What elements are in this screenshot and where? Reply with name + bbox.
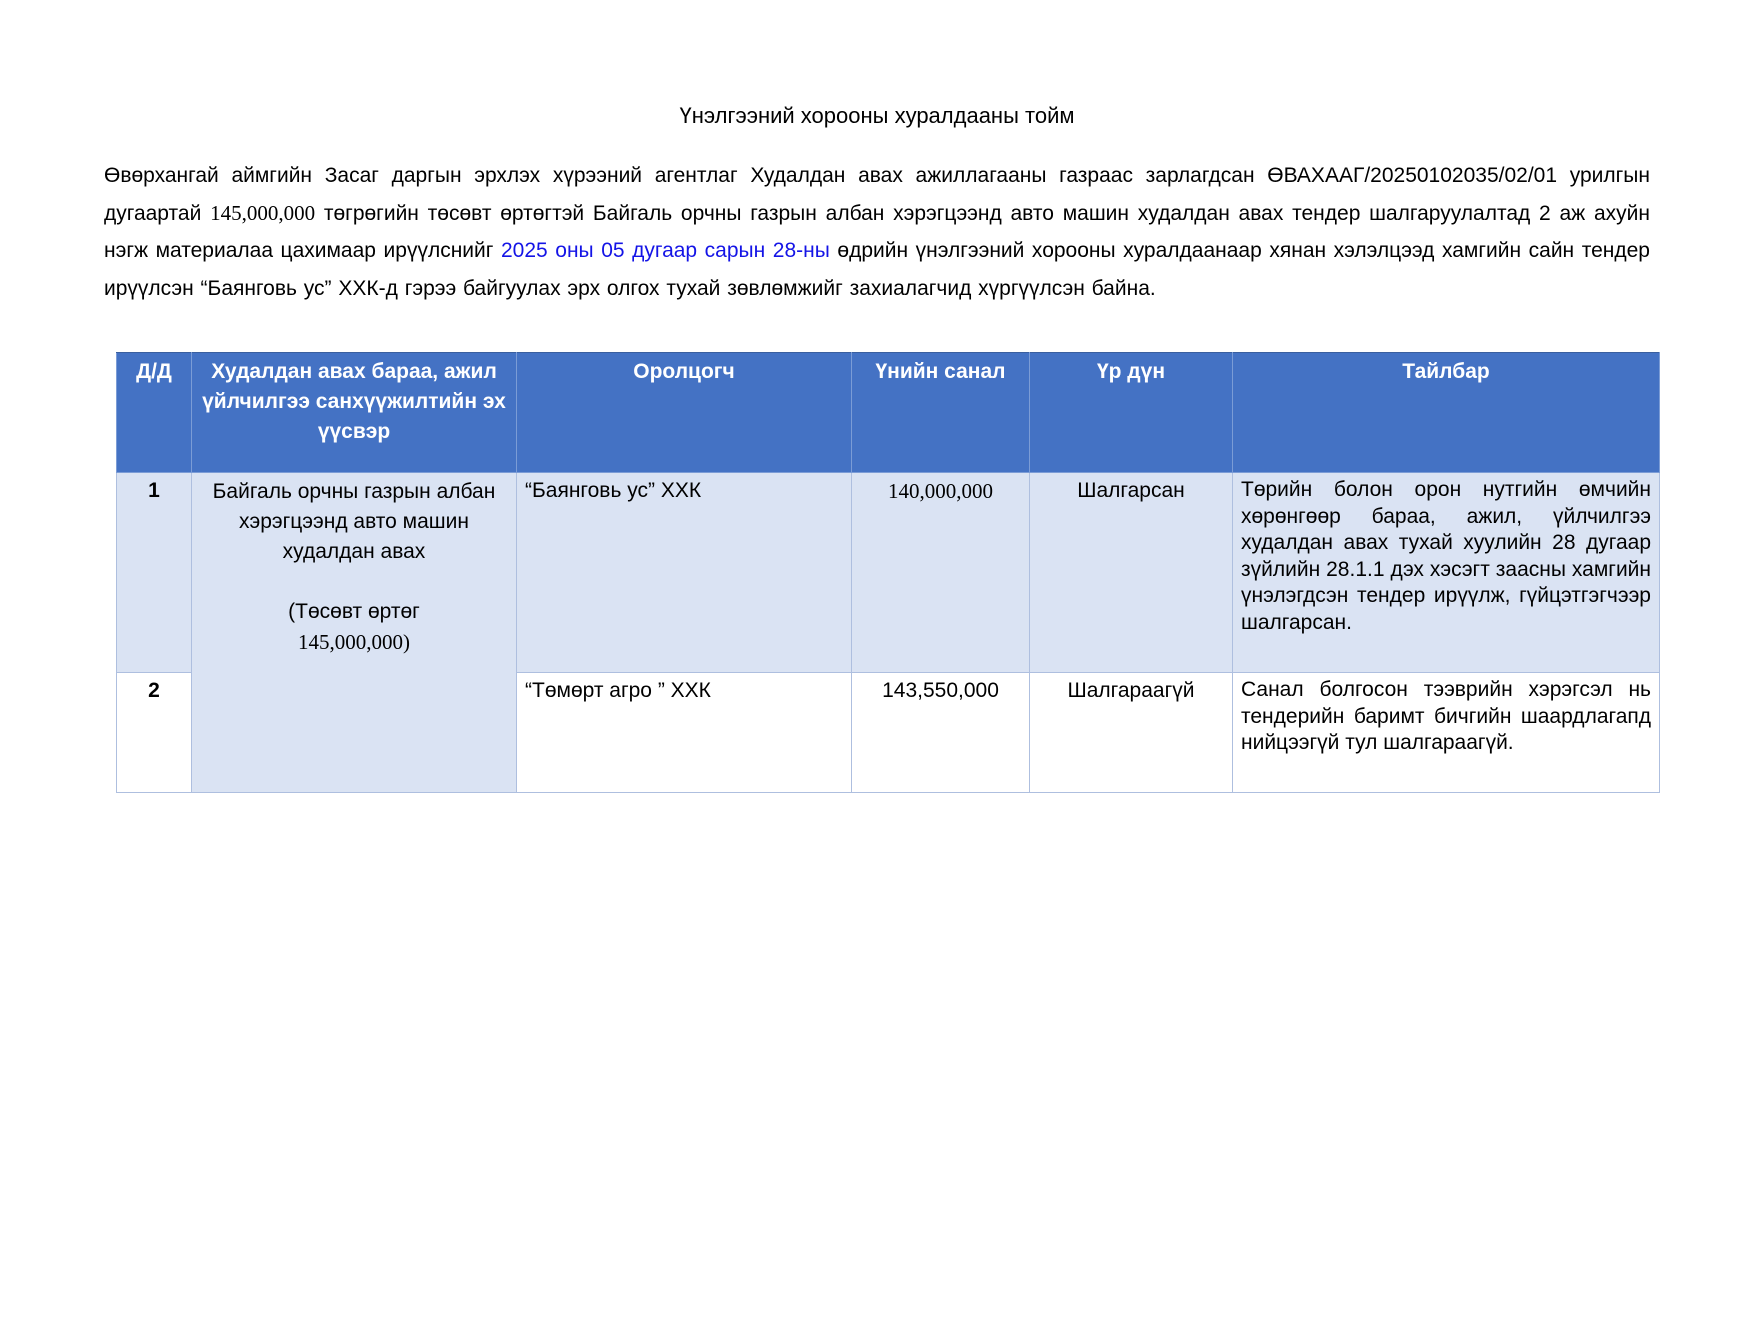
result-cell: Шалгараагүй bbox=[1030, 673, 1233, 793]
purchase-budget-value: 145,000,000) bbox=[298, 630, 410, 655]
result-cell: Шалгарсан bbox=[1030, 473, 1233, 673]
header-cell-participant: Оролцогч bbox=[517, 353, 852, 473]
intro-segment-2: төгрөгийн төсөвт өртөгтэй Байгаль орчны газрын албан хэрэгцээнд авто машин худалдан авах тендер шалгаруулалтад 2 аж ахуйн нэгж материалаа цахимаар ирүүлснийг bbox=[104, 201, 1650, 263]
participant-cell: “Баянговь ус” ХХК bbox=[517, 473, 852, 673]
table-header-row bbox=[117, 353, 1660, 473]
document-page bbox=[0, 103, 1754, 1344]
budget-amount-text: 145,000,000 bbox=[210, 200, 316, 225]
document-title: Үнэлгээний хорооны хуралдааны тойм bbox=[679, 103, 1075, 128]
participant-cell: “Төмөрт агро ” ХХК bbox=[517, 673, 852, 793]
intro-paragraph bbox=[104, 157, 1650, 307]
intro-segment-3: өдрийн үнэлгээний хорооны хуралдаанаар хянан хэлэлцээд хамгийн сайн тендер ирүүлсэн “Баянговь ус” ХХК-д гэрээ байгуулах эрх олгох тухай зөвлөмжийг захиалагчид хүргүүлсэн байна. bbox=[104, 239, 1650, 300]
bid-cell: 140,000,000 bbox=[852, 473, 1030, 673]
intro-segment-1: Өвөрхангай аймгийн Засаг даргын эрхлэх хүрээний агентлаг Худалдан авах ажиллагааны газраас зарлагдсан ӨВАХААГ/20250102035/02/01 урилгын дугаартай bbox=[104, 164, 1650, 225]
purchase-description-cell bbox=[192, 473, 517, 793]
evaluation-table bbox=[116, 352, 1660, 793]
row-number-cell: 1 bbox=[117, 473, 192, 673]
table-row bbox=[117, 473, 1660, 673]
note-cell: Төрийн болон орон нутгийн өмчийн хөрөнгөөр бараа, ажил, үйлчилгээ худалдан авах тухай хуулийн 28 дугаар зүйлийн 28.1.1 дэх хэсэгт заасны хамгийн үнэлэгдсэн тендер ирүүлж, гүйцэтгэгчээр шалгарсан. bbox=[1233, 473, 1660, 673]
header-cell-no: Д/Д bbox=[117, 353, 192, 473]
header-cell-item: Худалдан авах бараа, ажил үйлчилгээ санхүүжилтийн эх үүсвэр bbox=[192, 353, 517, 473]
row-number-cell: 2 bbox=[117, 673, 192, 793]
blank-line bbox=[200, 567, 508, 597]
purchase-budget-label: (Төсөвт өртөг bbox=[288, 600, 420, 624]
header-cell-bid: Үнийн санал bbox=[852, 353, 1030, 473]
note-cell: Санал болгосон тээврийн хэрэгсэл нь тендерийн баримт бичгийн шаардлагапд нийцээгүй тул шалгараагүй. bbox=[1233, 673, 1660, 793]
date-highlight-text: 2025 оны 05 дугаар сарын 28-ны bbox=[500, 239, 830, 263]
purchase-title: Байгаль орчны газрын албан хэрэгцээнд авто машин худалдан авах bbox=[212, 480, 496, 564]
header-cell-result: Үр дүн bbox=[1030, 353, 1233, 473]
header-cell-note: Тайлбар bbox=[1233, 353, 1660, 473]
bid-cell: 143,550,000 bbox=[852, 673, 1030, 793]
